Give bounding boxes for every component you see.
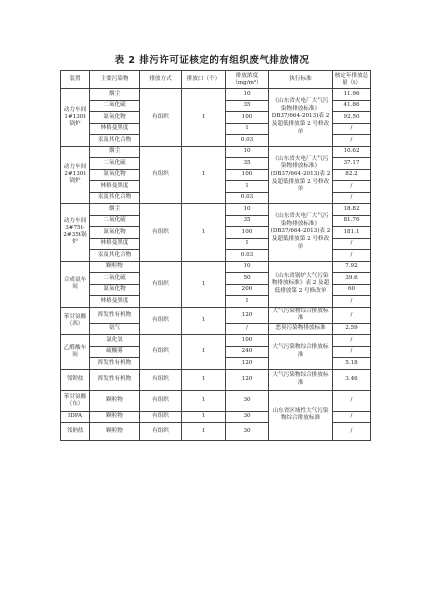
table-row — [61, 89, 371, 101]
pollutant-cell: 颗粒物 — [90, 390, 140, 411]
total-cell: 181.1 — [333, 227, 371, 239]
concentration-cell: 0.03 — [226, 192, 269, 204]
pollutant-cell: 林格曼黑度 — [90, 296, 140, 308]
concentration-cell: 30 — [226, 423, 269, 441]
pollutant-cell: 颗粒物 — [90, 423, 140, 441]
total-cell: / — [333, 250, 371, 262]
pollutant-cell: 挥发性有机物 — [90, 369, 140, 390]
concentration-cell: 1 — [226, 181, 269, 193]
pollutant-cell: 氮氧化物 — [90, 227, 140, 239]
total-cell: 7.92 — [333, 261, 371, 273]
pollutant-cell: 烟尘 — [90, 146, 140, 158]
table-title: 表 2 排污许可证核定的有组织废气排放情况 — [114, 55, 310, 66]
total-cell: / — [333, 346, 371, 358]
outlets-cell: 1 — [182, 89, 226, 147]
header-concentration: 排放浓度（mg/m³） — [226, 71, 269, 89]
mode-cell: 有组织 — [140, 261, 182, 307]
mode-cell: 有组织 — [140, 146, 182, 204]
device-cell: 动力车间1#130t锅炉 — [61, 89, 90, 147]
total-cell: / — [333, 423, 371, 441]
total-cell: 11.96 — [333, 89, 371, 101]
mode-cell: 有组织 — [140, 307, 182, 335]
device-cell: 苯甘氨酸（西） — [61, 307, 90, 335]
pollutant-cell: 硫酸雾 — [90, 346, 140, 358]
concentration-cell: 0.03 — [226, 250, 269, 262]
header-pollutant: 主要污染物 — [90, 71, 140, 89]
mode-cell: 有组织 — [140, 335, 182, 370]
pollutant-cell: 颗粒物 — [90, 261, 140, 273]
concentration-cell: 120 — [226, 358, 269, 370]
total-cell: 2.59 — [333, 323, 371, 335]
mode-cell: 有组织 — [140, 369, 182, 390]
mode-cell: 有组织 — [140, 204, 182, 262]
concentration-cell: 100 — [226, 335, 269, 347]
pollutant-cell: 氮氧化物 — [90, 169, 140, 181]
pollutant-cell: 氯化氢 — [90, 335, 140, 347]
total-cell: / — [333, 123, 371, 135]
standard-cell: 大气污染物综合排放标准 — [269, 369, 333, 390]
outlets-cell: 1 — [182, 307, 226, 335]
concentration-cell: / — [226, 323, 269, 335]
pollutant-cell: 二氧化硫 — [90, 158, 140, 170]
device-cell: 动力车间2#130t锅炉 — [61, 146, 90, 204]
concentration-cell: 1 — [226, 123, 269, 135]
concentration-cell: 100 — [226, 169, 269, 181]
pollutant-cell: 二氧化硫 — [90, 100, 140, 112]
total-cell: / — [333, 296, 371, 308]
pollutant-cell: 烟尘 — [90, 89, 140, 101]
table-row — [61, 369, 371, 390]
total-cell: / — [333, 411, 371, 423]
concentration-cell: 1 — [226, 238, 269, 250]
mode-cell: 有组织 — [140, 423, 182, 441]
table-row — [61, 204, 371, 216]
concentration-cell: 30 — [226, 390, 269, 411]
header-annual-total: 核定年排放总量（t） — [333, 71, 371, 89]
header-mode: 排放方式 — [140, 71, 182, 89]
pollutant-cell: 汞及其化合物 — [90, 250, 140, 262]
concentration-cell: 35 — [226, 158, 269, 170]
header-device: 装置 — [61, 71, 90, 89]
total-cell: 5.18 — [333, 358, 371, 370]
pollutant-cell: 林格曼黑度 — [90, 123, 140, 135]
pollutant-cell: 林格曼黑度 — [90, 238, 140, 250]
mode-cell: 有组织 — [140, 411, 182, 423]
device-cell: 邻钾盐 — [61, 369, 90, 390]
total-cell: 82.2 — [333, 169, 371, 181]
pollutant-cell: 氮氧化物 — [90, 112, 140, 124]
total-cell: 3.46 — [333, 369, 371, 390]
outlets-cell: 1 — [182, 390, 226, 411]
table-row — [61, 335, 371, 347]
concentration-cell: 10 — [226, 204, 269, 216]
standard-cell: 《山东省锅炉大气污染物排放标准》表 2 及超低排放第 2 号修改单 — [269, 261, 333, 307]
outlets-cell: 1 — [182, 335, 226, 370]
table-row — [61, 307, 371, 323]
outlets-cell: 1 — [182, 369, 226, 390]
pollutant-cell: 氮氧化物 — [90, 284, 140, 296]
device-cell: IDPA — [61, 411, 90, 423]
concentration-cell: 120 — [226, 369, 269, 390]
emission-table — [60, 70, 371, 441]
concentration-cell: 240 — [226, 346, 269, 358]
total-cell: 10.62 — [333, 146, 371, 158]
outlets-cell: 1 — [182, 261, 226, 307]
device-cell: 乙醛酸车间 — [61, 335, 90, 370]
table-row — [61, 146, 371, 158]
concentration-cell: 35 — [226, 215, 269, 227]
pollutant-cell: 挥发性有机物 — [90, 358, 140, 370]
pollutant-cell: 林格曼黑度 — [90, 181, 140, 193]
total-cell: / — [333, 135, 371, 147]
table-row — [61, 390, 371, 411]
total-cell: 37.17 — [333, 158, 371, 170]
total-cell: 60 — [333, 284, 371, 296]
outlets-cell: 1 — [182, 423, 226, 441]
standard-cell: 恶臭污染物排放标准 — [269, 323, 333, 335]
device-cell: 合成氨车间 — [61, 261, 90, 307]
total-cell: / — [333, 192, 371, 204]
header-outlets: 排放口（个） — [182, 71, 226, 89]
concentration-cell: 50 — [226, 273, 269, 285]
standard-cell: 大气污染物综合排放标准 — [269, 307, 333, 323]
concentration-cell: 1 — [226, 296, 269, 308]
total-cell: 81.76 — [333, 215, 371, 227]
concentration-cell: 10 — [226, 146, 269, 158]
pollutant-cell: 二氧化硫 — [90, 215, 140, 227]
device-cell: 邻钠盐 — [61, 423, 90, 441]
concentration-cell: 200 — [226, 284, 269, 296]
concentration-cell: 10 — [226, 89, 269, 101]
pollutant-cell: 汞及其化合物 — [90, 135, 140, 147]
outlets-cell: 1 — [182, 204, 226, 262]
standard-cell: 《山东省火电厂大气污染物排放标准》(DB37/664-2013)表 2 及超低排放第 2 号修改单 — [269, 146, 333, 204]
concentration-cell: 0.03 — [226, 135, 269, 147]
outlets-cell: 1 — [182, 146, 226, 204]
concentration-cell: 100 — [226, 227, 269, 239]
total-cell: 18.82 — [333, 204, 371, 216]
device-cell: 苯甘氨酸（东） — [61, 390, 90, 411]
total-cell: / — [333, 238, 371, 250]
concentration-cell: 100 — [226, 112, 269, 124]
table-row — [61, 261, 371, 273]
pollutant-cell: 二氧化硫 — [90, 273, 140, 285]
total-cell: 92.50 — [333, 112, 371, 124]
total-cell: / — [333, 181, 371, 193]
pollutant-cell: 汞及其化合物 — [90, 192, 140, 204]
total-cell: / — [333, 390, 371, 411]
outlets-cell: 1 — [182, 411, 226, 423]
concentration-cell: 35 — [226, 100, 269, 112]
pollutant-cell: 挥发性有机物 — [90, 307, 140, 323]
concentration-cell: 30 — [226, 411, 269, 423]
standard-cell: 大气污染物综合排放标准 — [269, 335, 333, 370]
total-cell: / — [333, 307, 371, 323]
mode-cell: 有组织 — [140, 89, 182, 147]
device-cell: 动力车间3#75t-2#35t锅炉 — [61, 204, 90, 262]
standard-cell: 《山东省火电厂大气污染物排放标准》DB37/664-2013)表 2 及超低排放第 2 号修改单 — [269, 89, 333, 147]
pollutant-cell: 氨气 — [90, 323, 140, 335]
total-cell: / — [333, 335, 371, 347]
pollutant-cell: 烟尘 — [90, 204, 140, 216]
total-cell: 39.6 — [333, 273, 371, 285]
mode-cell: 有组织 — [140, 390, 182, 411]
standard-cell: 山东省区域性大气污染物综合排放标准 — [269, 390, 333, 441]
total-cell: 41.86 — [333, 100, 371, 112]
header-row — [61, 71, 371, 89]
concentration-cell: 10 — [226, 261, 269, 273]
standard-cell: 《山东省火电厂大气污染物排放标准》(DB37/664-2013)表 2 及超低排放第 2 号修改单 — [269, 204, 333, 262]
pollutant-cell: 颗粒物 — [90, 411, 140, 423]
concentration-cell: 120 — [226, 307, 269, 323]
header-standard: 执行标准 — [269, 71, 333, 89]
